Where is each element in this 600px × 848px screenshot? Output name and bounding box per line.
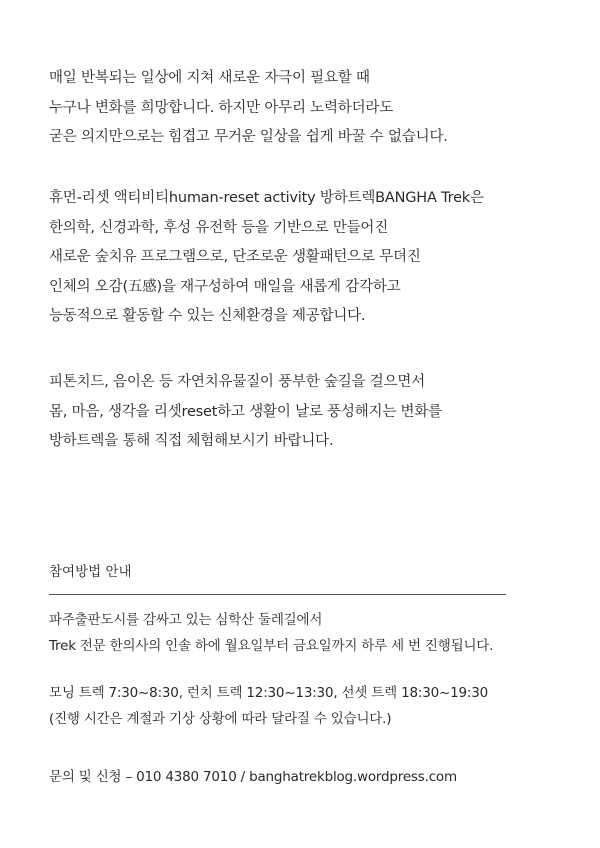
contact-block [49, 764, 569, 790]
intro-paragraph [49, 64, 569, 153]
schedule-block [49, 680, 569, 732]
invite-line: 몸, 마음, 생각을 리셋reset하고 생활이 날로 풍성해지는 변화를 [49, 403, 442, 420]
program-line: 인체의 오감(五感)을 재구성하여 매일을 새롭게 감각하고 [49, 278, 401, 295]
intro-line: 매일 반복되는 일상에 지쳐 새로운 자극이 필요할 때 [49, 70, 370, 86]
schedule-note: (진행 시간은 계절과 기상 상황에 따라 달라질 수 있습니다.) [49, 711, 392, 727]
program-paragraph [49, 184, 569, 332]
location-block [49, 607, 569, 659]
intro-line: 굳은 의지만으로는 힘겹고 무거운 일상을 쉽게 바꿀 수 없습니다. [49, 129, 448, 145]
program-line: 새로운 숲치유 프로그램으로, 단조로운 생활패턴으로 무뎌진 [49, 249, 421, 265]
section-divider [49, 594, 506, 595]
program-line: 한의학, 신경과학, 후성 유전학 등을 기반으로 만들어진 [49, 219, 389, 236]
program-line: 능동적으로 활동할 수 있는 신체환경을 제공합니다. [49, 308, 366, 324]
invite-line: 피톤치드, 음이온 등 자연치유물질이 풍부한 숲길을 걸으면서 [49, 374, 426, 390]
invite-line: 방하트렉을 통해 직접 체험해보시기 바랍니다. [49, 433, 334, 449]
invite-paragraph [49, 368, 569, 457]
program-line: 휴먼-리셋 액티비티human-reset activity 방하트렉BANGHA Trek은 [49, 190, 484, 206]
intro-line: 누구나 변화를 희망합니다. 하지만 아무리 노력하더라도 [49, 99, 394, 116]
location-line: Trek 전문 한의사의 인솔 하에 월요일부터 금요일까지 하루 세 번 진행됩니다. [49, 638, 494, 654]
schedule-line: 모닝 트렉 7:30~8:30, 런치 트렉 12:30~13:30, 선셋 트렉 18:30~19:30 [49, 685, 488, 701]
contact-line: 문의 및 신청 – 010 4380 7010 / banghatrekblog.wordpress.com [49, 769, 457, 785]
location-line: 파주출판도시를 감싸고 있는 심학산 둘레길에서 [49, 612, 323, 628]
participation-title: 참여방법 안내 [49, 564, 132, 580]
